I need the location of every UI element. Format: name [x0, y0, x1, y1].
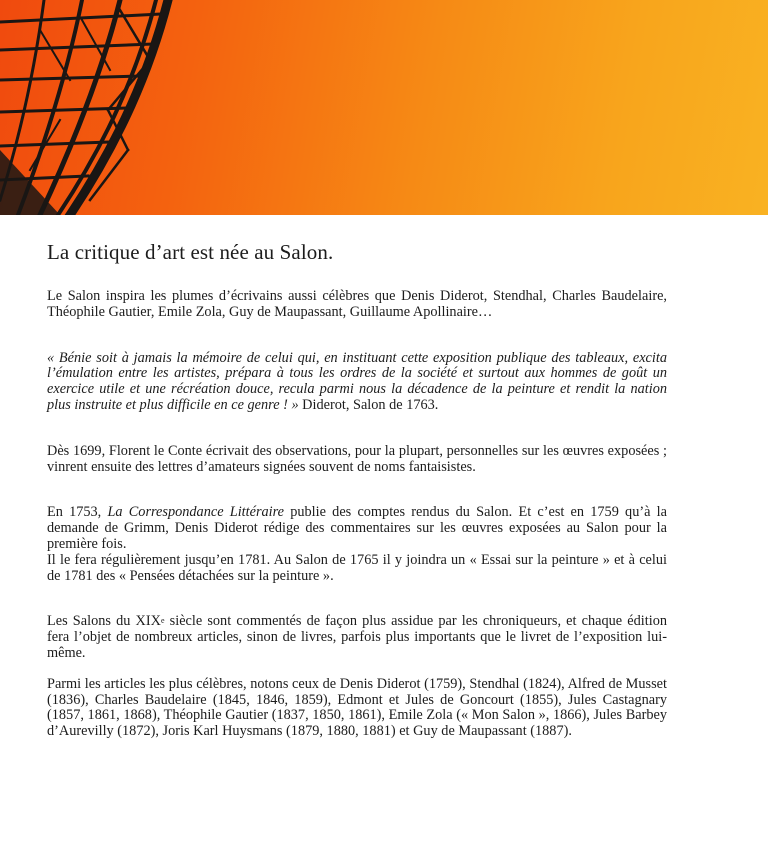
p4-after: publie des comptes rendus du Salon. Et c’est en 1759 qu’à la demande de Grimm, Denis Diderot rédige des commentaires sur les œuvres exposées au Salon pour la première fois.: [47, 504, 667, 552]
paragraph-writers: Le Salon inspira les plumes d’écrivains aussi célèbres que Denis Diderot, Stendhal, Charles Baudelaire, Théophile Gautier, Emile Zola, Guy de Maupassant, Guillaume Apollinaire…: [47, 288, 667, 320]
header-photo-banner: [0, 0, 768, 215]
paragraph-correspondance: [47, 505, 667, 552]
paragraph-florent-le-conte: Dès 1699, Florent le Conte écrivait des observations, pour la plupart, personnelles sur les œuvres exposées ; vinrent ensuite des lettres d’amateurs signées souvent de noms fantaisistes.: [47, 442, 667, 475]
article-body: [47, 240, 667, 740]
paragraph-famous-articles: Parmi les articles les plus célèbres, notons ceux de Denis Diderot (1759), Stendhal (1824), Alfred de Musset (1836), Charles Baudelaire (1845, 1846, 1859), Edmont et Jules de Goncourt (1855), Jules Castagnary (1857, 1861, 1868), Théophile Gautier (1837, 1850, 1861), Emile Zola (« Mon Salon », 1866), Jules Barbey d’Aurevilly (1872), Joris Karl Huysmans (1879, 1880, 1881) et Guy de Maupassant (1887).: [47, 675, 667, 740]
p5-before: Les Salons du XIX: [47, 613, 161, 630]
paragraph-salons-19th: [47, 614, 667, 661]
p5-after: siècle sont commentés de façon plus assidue par les chroniqueurs, et chaque édition fera l’objet de nombreux articles, sinon de livres, parfois plus importants que le livret de l’exposition lui-même.: [47, 613, 667, 661]
quote-source: Diderot, Salon de 1763.: [298, 396, 439, 413]
paragraph-diderot-1781: Il le fera régulièrement jusqu’en 1781. Au Salon de 1765 il y joindra un « Essai sur la peinture » et à celui de 1781 des « Pensées détachées sur la peinture ».: [47, 551, 667, 584]
article-title: La critique d’art est née au Salon.: [47, 240, 334, 264]
paragraph-diderot-quote: [47, 351, 667, 414]
glass-roof-structure-image: [0, 0, 768, 215]
p4-before: En 1753,: [47, 504, 108, 521]
quote-text: « Bénie soit à jamais la mémoire de celui qui, en instituant cette exposition publique des tableaux, excita l’émulation entre les artistes, prépara à tous les ordres de la société et surtout aux hommes de goût un exercice utile et une récréation douce, recula parmi nous la décadence de la peinture et rendit la nation plus instruite et plus difficile en ce genre ! »: [47, 349, 667, 413]
century-superscript: e: [160, 616, 165, 626]
publication-title: La Correspondance Littéraire: [107, 504, 285, 521]
